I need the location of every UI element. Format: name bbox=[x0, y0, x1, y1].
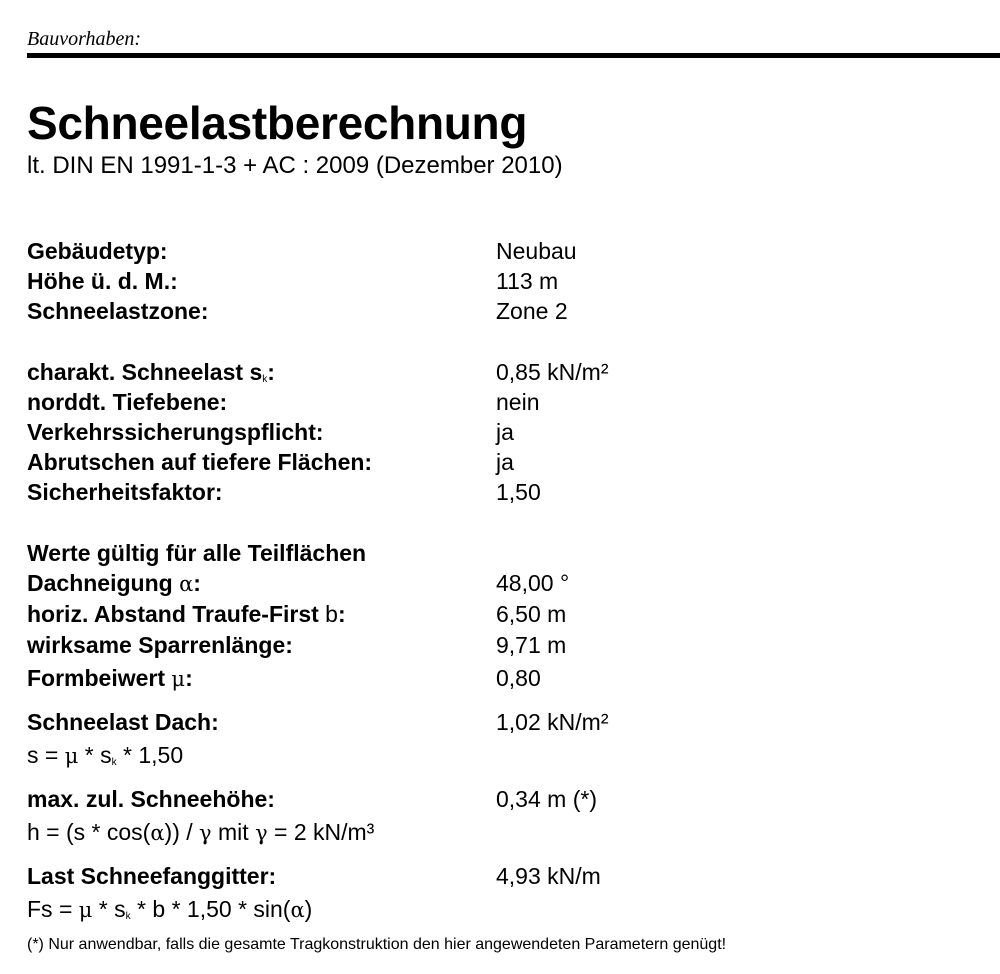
roof-section-heading bbox=[27, 540, 987, 570]
page-title: Schneelastberechnung bbox=[27, 97, 528, 149]
lowland-label: norddt. Tiefebene: bbox=[27, 389, 228, 415]
rafter-length-label: wirksame Sparrenlänge: bbox=[27, 632, 293, 658]
row-roof-snow-load bbox=[27, 709, 987, 739]
header-rule bbox=[27, 53, 1000, 58]
snow-zone-label: Schneelastzone: bbox=[27, 298, 209, 324]
row-char-snow-load bbox=[27, 359, 987, 389]
project-label: Bauvorhaben: bbox=[27, 28, 142, 50]
roof-snow-load-value: 1,02 kN/m² bbox=[496, 709, 609, 735]
roof-snow-load-formula: $s = \mu * s_k * 1,50$ bbox=[27, 742, 184, 768]
eave-ridge-distance-label: horiz. Abstand Traufe-First b: bbox=[27, 601, 346, 627]
snow-guard-load-formula: $Fs = \mu * s_k * b * 1,50 * \sin(\alpha)$ bbox=[27, 896, 313, 922]
row-sliding bbox=[27, 449, 987, 479]
shape-coefficient-value: 0,80 bbox=[496, 665, 541, 691]
row-eave-ridge-distance bbox=[27, 601, 987, 631]
row-snow-height bbox=[27, 786, 987, 816]
altitude-label: Höhe ü. d. M.: bbox=[27, 268, 178, 294]
building-type-label: Gebäudetyp: bbox=[27, 238, 168, 264]
safety-duty-value: ja bbox=[496, 419, 514, 445]
row-building-type bbox=[27, 238, 987, 268]
page-subtitle: lt. DIN EN 1991-1-3 + AC : 2009 (Dezember 2010) bbox=[27, 152, 563, 179]
safety-factor-value: 1,50 bbox=[496, 479, 541, 505]
char-snow-load-label: charakt. Schneelast $s_k$: bbox=[27, 359, 275, 385]
row-altitude bbox=[27, 268, 987, 298]
snow-guard-load-value: 4,93 kN/m bbox=[496, 863, 601, 889]
snow-height-label: max. zul. Schneehöhe: bbox=[27, 786, 275, 812]
roof-snow-load-label: Schneelast Dach: bbox=[27, 709, 219, 735]
row-safety-factor bbox=[27, 479, 987, 509]
row-snow-guard-load bbox=[27, 863, 987, 893]
safety-factor-label: Sicherheitsfaktor: bbox=[27, 479, 223, 505]
roof-pitch-label: Dachneigung α: bbox=[27, 570, 201, 596]
char-snow-load-value: 0,85 kN/m² bbox=[496, 359, 609, 385]
sliding-label: Abrutschen auf tiefere Flächen: bbox=[27, 449, 373, 475]
building-type-value: Neubau bbox=[496, 238, 577, 264]
row-snow-zone bbox=[27, 298, 987, 328]
footnote: (*) Nur anwendbar, falls die gesamte Tragkonstruktion den hier angewendeten Parametern genügt! bbox=[27, 936, 727, 953]
row-roof-pitch bbox=[27, 570, 987, 600]
snow-guard-load-label: Last Schneefanggitter: bbox=[27, 863, 277, 889]
roof-pitch-value: 48,00 ° bbox=[496, 570, 570, 596]
altitude-value: 113 m bbox=[496, 268, 559, 294]
roof-heading-text: Werte gültig für alle Teilflächen bbox=[27, 540, 367, 566]
row-lowland bbox=[27, 389, 987, 419]
rafter-length-value: 9,71 m bbox=[496, 632, 567, 658]
row-shape-coefficient bbox=[27, 665, 987, 695]
shape-coefficient-label: Formbeiwert μ: bbox=[27, 665, 193, 691]
sliding-value: ja bbox=[496, 449, 514, 475]
snow-zone-value: Zone 2 bbox=[496, 298, 568, 324]
eave-ridge-distance-value: 6,50 m bbox=[496, 601, 567, 627]
row-rafter-length bbox=[27, 632, 987, 662]
snow-height-formula: h = (s * cos(α)) / γ mit γ = 2 kN/m³ bbox=[27, 819, 375, 845]
lowland-value: nein bbox=[496, 389, 540, 415]
row-safety-duty bbox=[27, 419, 987, 449]
safety-duty-label: Verkehrssicherungspflicht: bbox=[27, 419, 324, 445]
snow-height-value: 0,34 m (*) bbox=[496, 786, 597, 812]
